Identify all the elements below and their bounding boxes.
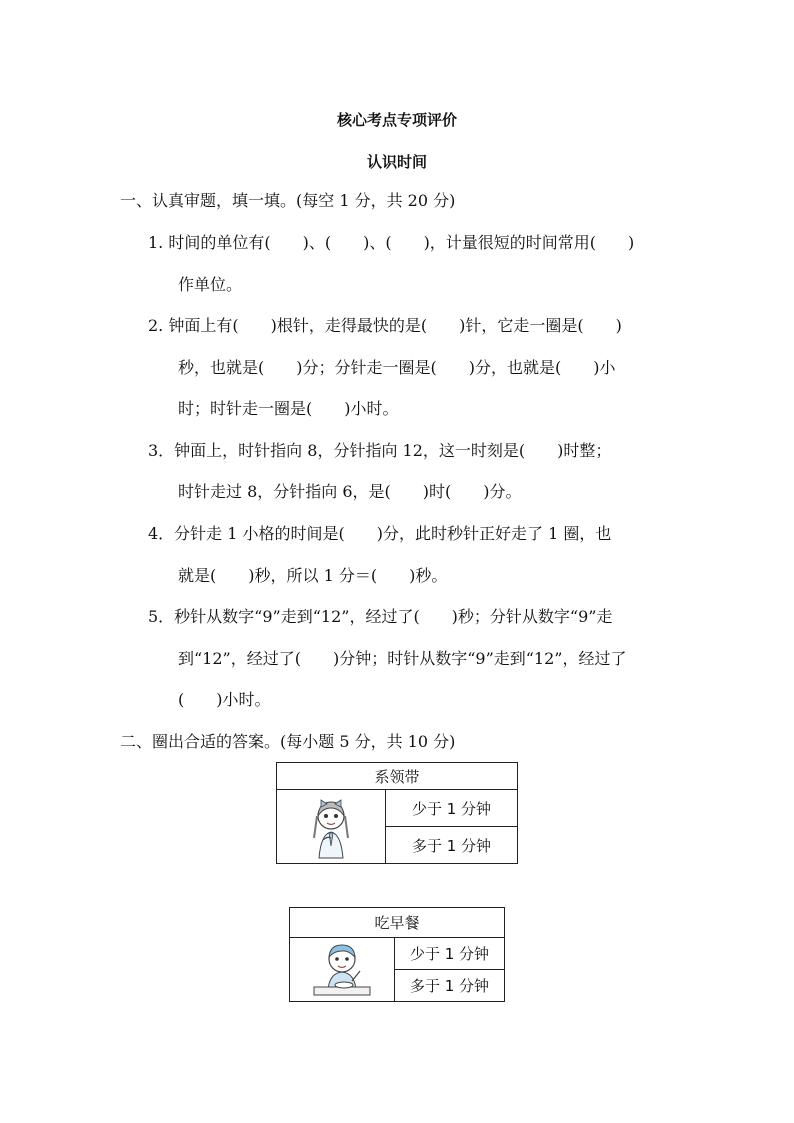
question-1-line-1: 1. 时间的单位有( )、( )、( )，计量很短的时间常用( ) bbox=[148, 233, 635, 252]
question-3-line-1: 3．钟面上，时针指向 8，分针指向 12，这一时刻是( )时整； bbox=[148, 441, 612, 460]
question-4-line-1: 4．分针走 1 小格的时间是( )分，此时秒针正好走了 1 圈，也 bbox=[148, 524, 612, 543]
question-2-line-2: 秒，也就是( )分；分针走一圈是( )分，也就是( )小 bbox=[178, 358, 616, 377]
picture-cell bbox=[277, 790, 386, 864]
question-1-line-2: 作单位。 bbox=[178, 275, 243, 294]
table-title: 系领带 bbox=[277, 763, 518, 790]
option-more-than-1-minute[interactable]: 多于 1 分钟 bbox=[386, 827, 518, 864]
page-title: 核心考点专项评价 bbox=[336, 111, 457, 129]
page-subtitle: 认识时间 bbox=[366, 153, 427, 171]
table-title: 吃早餐 bbox=[290, 908, 505, 938]
option-less-than-1-minute[interactable]: 少于 1 分钟 bbox=[386, 790, 518, 827]
girl-tying-tie-icon bbox=[303, 794, 359, 860]
question-5-line-2: 到“12”，经过了( )分钟；时针从数字“9”走到“12”，经过了 bbox=[178, 649, 627, 668]
option-more-than-1-minute[interactable]: 多于 1 分钟 bbox=[395, 970, 505, 1002]
question-3-line-2: 时针走过 8，分针指向 6，是( )时( )分。 bbox=[178, 482, 522, 501]
picture-cell bbox=[290, 938, 395, 1002]
choice-table-breakfast bbox=[289, 907, 505, 1002]
section2-heading: 二、圈出合适的答案。(每小题 5 分，共 10 分) bbox=[120, 732, 456, 751]
question-5-line-1: 5．秒针从数字“9”走到“12”，经过了( )秒；分针从数字“9”走 bbox=[148, 607, 613, 626]
question-4-line-2: 就是( )秒，所以 1 分＝( )秒。 bbox=[178, 566, 448, 585]
question-2-line-1: 2. 钟面上有( )根针，走得最快的是( )针，它走一圈是( ) bbox=[148, 316, 622, 335]
section1-heading: 一、认真审题，填一填。(每空 1 分，共 20 分) bbox=[120, 191, 456, 210]
option-less-than-1-minute[interactable]: 少于 1 分钟 bbox=[395, 938, 505, 970]
choice-table-tie bbox=[276, 762, 518, 864]
question-2-line-3: 时；时针走一圈是( )小时。 bbox=[178, 399, 399, 418]
question-5-line-3: ( )小时。 bbox=[178, 690, 271, 709]
boy-eating-breakfast-icon bbox=[300, 941, 384, 999]
